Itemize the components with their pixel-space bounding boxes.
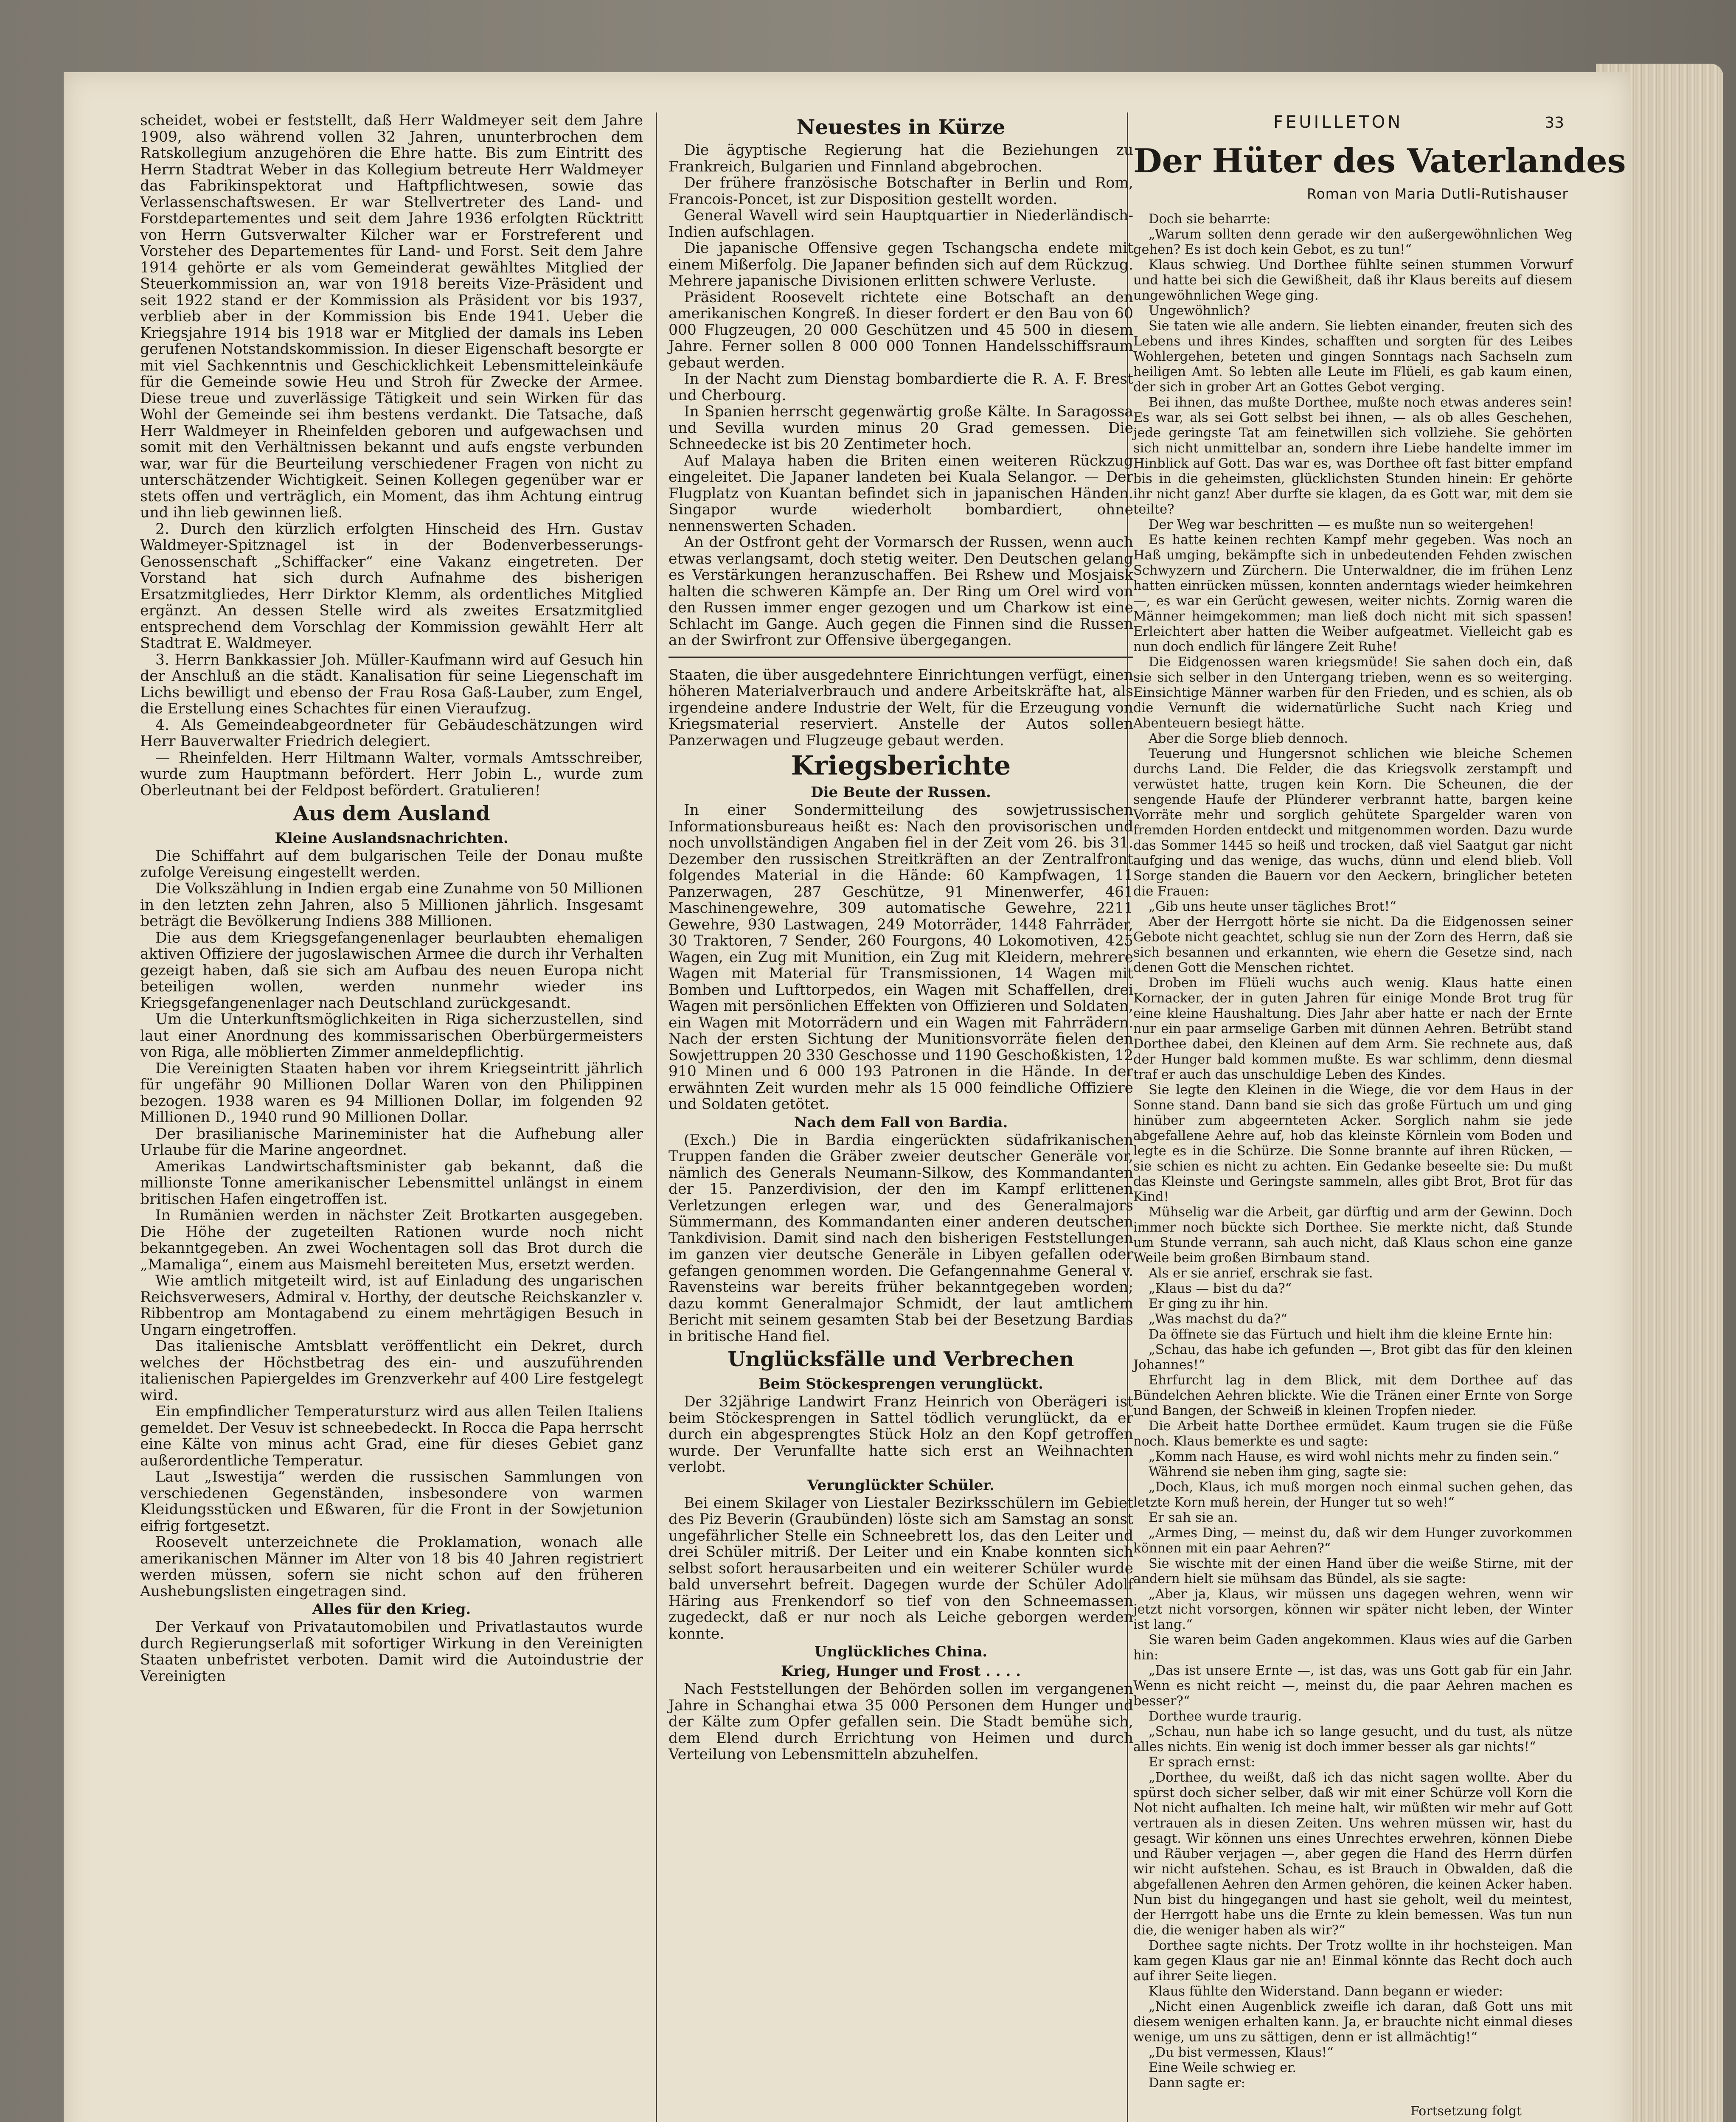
- novel-paragraph: Klaus fühlte den Widerstand. Dann begann er wieder:: [1149, 1984, 1503, 1999]
- novel-paragraph: „Armes Ding, — meinst du, daß wir dem Hunger zuvorkommen können mit ein paar Aehren?“: [1133, 1526, 1573, 1556]
- news-item: Der brasilianische Marineminister hat die Aufhebung aller Urlaube für die Marine angeordnet.: [140, 1125, 643, 1159]
- news-item: Die ägyptische Regierung hat die Beziehungen zu Frankreich, Bulgarien und Finnland abgebrochen.: [669, 142, 1133, 175]
- news-item: General Wavell wird sein Hauptquartier in Niederländisch-Indien aufschlagen.: [669, 207, 1133, 241]
- novel-paragraph: Eine Weile schwieg er.: [1149, 2060, 1297, 2075]
- novel-paragraph: Dorthee sagte nichts. Der Trotz wollte in ihr hochsteigen. Man kam gegen Klaus gar nie an! Einmal könnte das Recht doch auch auf ihrer Seite liegen.: [1133, 1938, 1573, 1984]
- section-subheading: Verunglückter Schüler.: [807, 1476, 994, 1494]
- novel-paragraph: „Du bist vermessen, Klaus!“: [1149, 2045, 1334, 2060]
- novel-paragraph: Klaus schwieg. Und Dorthee fühlte seinen stummen Vorwurf und hatte bei sich die Gewißheit, daß ihr Klaus bereits auf diesem ungewöhnlichen Wege ging.: [1133, 258, 1573, 303]
- novel-paragraph: Da öffnete sie das Fürtuch und hielt ihm die kleine Ernte hin:: [1149, 1327, 1553, 1342]
- novel-paragraph: Die Arbeit hatte Dorthee ermüdet. Kaum trugen sie die Füße noch. Klaus bemerkte es und sagte:: [1133, 1419, 1573, 1449]
- novel-paragraph: Mühselig war die Arbeit, gar dürftig und arm der Gewinn. Doch immer noch bückte sich Dorthee. Sie merkte nicht, daß Stunde um Stunde verrann, sah auch nicht, daß Klaus schon eine ganze Weile beim großen Birnbaum stand.: [1133, 1205, 1573, 1266]
- novel-paragraph: Sie taten wie alle andern. Sie liebten einander, freuten sich des Lebens und ihres Kindes, schafften und sorgten für des Leibes Wohlergehen, beteten und gingen Sonntags nach Sachseln zum heiligen Amt. So lebten alle Leute im Flüeli, es gab kaum einen, der sich in grober Art an Gottes Gebot verging.: [1133, 319, 1573, 395]
- section-heading: Kriegsberichte: [791, 750, 1011, 781]
- article-paragraph: 2. Durch den kürzlich erfolgten Hinscheid des Hrn. Gustav Waldmeyer-Spitznagel ist in der Bodenverbesserungs-Genossenschaft „Schiffacker“ eine Vakanz eingetreten. Der Vorstand hat sich durch Aufnahme des bisherigen Ersatzmitgliedes, Herr Dirktor Klemm, als ordentliches Mitglied ergänzt. An dessen Stelle wird als zweites Ersatzmitglied entsprechend dem Vorschlag der Kommission gewählt Herr alt Stadtrat E. Waldmeyer.: [140, 520, 643, 652]
- page-number: 33: [1545, 114, 1564, 132]
- section-subheading: Kleine Auslandsnachrichten.: [275, 830, 508, 847]
- news-item: Laut „Iswestija“ werden die russischen Sammlungen von verschiedenen Gegenständen, insbesondere von warmen Kleidungsstücken und Eßwaren, für die Front in der Sowjetunion eifrig fortgesetzt.: [140, 1468, 643, 1535]
- section-heading: Neuestes in Kürze: [796, 115, 1006, 139]
- novel-paragraph: Der Weg war beschritten — es mußte nun so weitergehen!: [1149, 517, 1534, 532]
- continued-note: Fortsetzung folgt: [1410, 2104, 1522, 2119]
- news-item: In der Nacht zum Dienstag bombardierte die R. A. F. Brest und Cherbourg.: [669, 371, 1133, 404]
- novel-text: [1133, 212, 1573, 2091]
- article-paragraph: Nach Feststellungen der Behörden sollen im vergangenen Jahre in Schanghai etwa 35 000 Personen dem Hunger und der Kälte zum Opfer gefallen sein. Die Stadt bemühe sich, dem Elend durch Errichtung von Heimen und durch Verteilung von Lebensmitteln abzuhelfen.: [669, 1681, 1133, 1763]
- novel-paragraph: Aber der Herrgott hörte sie nicht. Da die Eidgenossen seiner Gebote nicht geachtet, schlug sie nun der Zorn des Herrn, daß sie sich besannen und erkannten, wie ehern die Gesetze sind, nach denen Gott die Menschen richtet.: [1133, 915, 1573, 975]
- novel-paragraph: Dann sagte er:: [1149, 2076, 1245, 2091]
- novel-paragraph: „Klaus — bist du da?“: [1149, 1281, 1292, 1296]
- novel-paragraph: Sie waren beim Gaden angekommen. Klaus wies auf die Garben hin:: [1133, 1633, 1573, 1663]
- news-item: Um die Unterkunftsmöglichkeiten in Riga sicherzustellen, sind laut einer Anordnung des kommissarischen Oberbürgermeisters von Riga, alle möblierten Zimmer anmeldepflichtig.: [140, 1011, 643, 1061]
- novel-paragraph: Er sprach ernst:: [1149, 1755, 1256, 1770]
- novel-paragraph: „Gib uns heute unser tägliches Brot!“: [1149, 899, 1396, 914]
- article-paragraph: 4. Als Gemeindeabgeordneter für Gebäudeschätzungen wird Herr Bauverwalter Friedrich delegiert.: [140, 716, 643, 750]
- novel-paragraph: Es hatte keinen rechten Kampf mehr gegeben. Was noch an Haß umging, bekämpfte sich in unbedeutenden Fehden zwischen Schwyzern und Zürchern. Die Unterwaldner, die im frühen Lenz hatten einrücken müssen, konnten anderntags wieder heimkehren —, es war ein Gerücht gewesen, weiter nichts. Zornig waren die Männer heimgekommen; man ließ doch nicht mit sich spassen! Erleichtert aber hatten die Weiber aufgeatmet. Vielleicht gab es nun doch endlich für längere Zeit Ruhe!: [1133, 533, 1573, 654]
- news-item: Wie amtlich mitgeteilt wird, ist auf Einladung des ungarischen Reichsverwesers, Admiral v. Horthy, der deutsche Reichskanzler v. Ribbentrop am Montagabend zu einem mehrtägigen Besuch in Ungarn eingetroffen.: [140, 1272, 643, 1339]
- novel-paragraph: Teuerung und Hungersnot schlichen wie bleiche Schemen durchs Land. Die Felder, die das Kriegsvolk zerstampft und verwüstet hatte, trugen kein Korn. Die Scheunen, die der sengende Haufe der Plünderer verbrannt hatte, bargen keine Vorräte mehr und sorglich gehütete Spargelder waren von fremden Horden entdeckt und mitgenommen worden. Dazu wurde das Sommer 1445 so heiß und trocken, daß viel Saatgut gar nicht aufging und das wenige, das wuchs, dünn und elend blieb. Voll Sorge standen die Bauern vor den Aeckern, bringlicher beteten die Frauen:: [1133, 747, 1573, 899]
- novel-paragraph: Doch sie beharrte:: [1149, 212, 1271, 227]
- novel-paragraph: Aber die Sorge blieb dennoch.: [1149, 731, 1348, 746]
- novel-paragraph: „Was machst du da?“: [1149, 1312, 1287, 1327]
- news-item: Die aus dem Kriegsgefangenenlager beurlaubten ehemaligen aktiven Offiziere der jugoslawischen Armee die durch ihr Verhalten gezeigt haben, daß sie sich am Aufbau des neuen Europa nicht beteiligen wollen, werden nunmehr wieder ins Kriegsgefangenenlager nach Deutschland zurückgesandt.: [140, 929, 643, 1012]
- article-paragraph: Der 32jährige Landwirt Franz Heinrich von Oberägeri ist beim Stöckesprengen in Sattel tödlich verunglückt, da er durch ein abgesprengtes Stück Holz an den Kopf getroffen wurde. Der Verunfallte hatte sich erst an Weihnachten verlobt.: [669, 1393, 1133, 1476]
- section-heading: Aus dem Ausland: [293, 802, 490, 825]
- column-feuilleton: [1133, 112, 1626, 2122]
- novel-paragraph: „Schau, nun habe ich so lange gesucht, und du tust, als nütze alles nichts. Ein wenig ist doch immer besser als gar nichts!“: [1133, 1724, 1573, 1754]
- news-item: Das italienische Amtsblatt veröffentlicht ein Dekret, durch welches der Höchstbetrag des ein- und auszuführenden italienischen Papiergeldes im Grenzverkehr auf 400 Lire festgelegt wird.: [140, 1338, 643, 1404]
- column-middle: [669, 112, 1133, 2122]
- news-item: Die Vereinigten Staaten haben vor ihrem Kriegseintritt jährlich für ungefähr 90 Millionen Dollar Waren von den Philippinen bezogen. 1938 waren es 94 Millionen Dollar, im folgenden 92 Millionen D., 1940 rund 90 Millionen Dollar.: [140, 1060, 643, 1126]
- news-item: Präsident Roosevelt richtete eine Botschaft an den amerikanischen Kongreß. In dieser fordert er den Bau von 60 000 Flugzeugen, 20 000 Geschützen und 45 500 in diesem Jahre. Ferner sollen 8 000 000 Tonnen Handelsschiffsraum gebaut werden.: [669, 289, 1133, 371]
- article-paragraph: In einer Sondermitteilung des sowjetrussischen Informationsbureaus heißt es: Nach den provisorischen und noch unvollständigen Angaben fiel in der Zeit vom 26. bis 31. Dezember den russischen Streitkräften an der Zentralfront folgendes Material in die Hände: 60 Kampfwagen, 11 Panzerwagen, 287 Geschütze, 91 Minenwerfer, 461 Maschinengewehre, 309 automatische Gewehre, 2211 Gewehre, 930 Lastwagen, 249 Motorräder, 1448 Fahrräder, 30 Traktoren, 7 Sender, 260 Fourgons, 40 Lokomotiven, 425 Wagen, ein Zug mit Munition, ein Zug mit Kleidern, mehrere Wagen mit Material für Transmissionen, 14 Wagen mit Bomben und Lufttorpedos, ein Wagen mit Schaffellen, drei Wagen mit persönlichen Effekten von Offizieren und Soldaten, ein Wagen mit Motorrädern und ein Wagen mit Fahrrädern. Nach der ersten Sichtung der Munitionsvorräte fielen den Sowjettruppen 20 330 Geschosse und 1190 Geschoßkisten, 12 910 Minen und 6 000 193 Patronen in die Hände. In der erwähnten Zeit wurden mehr als 15 000 feindliche Offiziere und Soldaten getötet.: [669, 802, 1134, 1113]
- novel-paragraph: „Warum sollten denn gerade wir den außergewöhnlichen Weg gehen? Es ist doch kein Gebot, es zu tun!“: [1133, 227, 1573, 257]
- novel-paragraph: „Dorthee, du weißt, daß ich das nicht sagen wollte. Aber du spürst doch sicher selber, daß wir mit einer Schürze voll Korn die Not nicht aufhalten. Ich meine halt, wir müßten wir mehr auf Gott vertrauen als in diesen Zeiten. Uns wehren müssen wir, hast du gesagt. Wir können uns eines Unrechtes erwehren, können Diebe und Räuber verjagen —, aber gegen die Hand des Herrn dürfen wir nicht aufstehen. Schau, es ist Brauch in Obwalden, daß die abgefallenen Aehren den Armen gehören, die keinen Acker haben. Nun bist du hingegangen und hast sie geholt, weil du meintest, der Herrgott habe uns die Ernte zu klein bemessen. Was tun nun die, die weniger haben als wir?“: [1133, 1770, 1573, 1938]
- section-subheading: Alles für den Krieg.: [312, 1601, 471, 1618]
- novel-paragraph: Als er sie anrief, erschrak sie fast.: [1149, 1266, 1373, 1281]
- article-paragraph: (Exch.) Die in Bardia eingerückten südafrikanischen Truppen fanden die Gräber zweier deutscher Generäle vor, nämlich des Generals Neumann-Silkow, des Kommandanten der 15. Panzerdivision, der den im Kampf erlittenen Verletzungen erlegen war, und des Generalmajors Sümmermann, des Kommandanten einer anderen deutschen Tankdivision. Damit sind nach den bisherigen Feststellungen im ganzen vier deutsche Generäle in Libyen gefallen oder gefangen genommen worden. Die Gefangennahme General v. Ravensteins war bereits früher bekanntgegeben worden; dazu kommt Generalmajor Schmidt, der laut amtlichem Bericht mit seinem gesamten Stab bei der Besetzung Bardias in britische Hand fiel.: [669, 1131, 1133, 1345]
- section-divider: [669, 657, 1133, 658]
- novel-paragraph: Sie wischte mit der einen Hand über die weiße Stirne, mit der andern hielt sie mühsam das Bündel, als sie sagte:: [1133, 1556, 1573, 1586]
- news-item: Der Verkauf von Privatautomobilen und Privatlastautos wurde durch Regierungserlaß mit sofortiger Wirkung in den Vereinigten Staaten unbefristet verboten. Damit wird die Autoindustrie der Vereinigten: [140, 1619, 643, 1685]
- news-item: Auf Malaya haben die Briten einen weiteren Rückzug eingeleitet. Die Japaner landeten bei Kuala Selangor. — Der Flugplatz von Kuantan befindet sich in japanischen Händen. Singapor wurde wiederholt bombardiert, ohne nennenswerten Schaden.: [669, 452, 1133, 535]
- section-subheading: Unglückliches China.: [814, 1643, 988, 1660]
- novel-paragraph: Ungewöhnlich?: [1149, 303, 1250, 318]
- article-paragraph: scheidet, wobei er feststellt, daß Herr Waldmeyer seit dem Jahre 1909, also während vollen 32 Jahren, ununterbrochen dem Ratskollegium anzugehören die Ehre hatte. Bis zum Eintritt des Herrn Stadtrat Weber in das Kollegium betreute Herr Waldmeyer das Fabrikinspektorat und Haftpflichtwesen, sowie das Verlassenschaftswesen. Er war Stellvertreter des Land- und Forstdepartementes und seit dem Jahre 1936 erfolgten Rücktritt von Herrn Gutsverwalter Kilcher war er Forstreferent und Vorsteher des Departementes für Land- und Forst. Seit dem Jahre 1914 gehörte er als vom Gemeinderat gewähltes Mitglied der Steuerkommission an, war von 1918 bereits Vize-Präsident und seit 1922 stand er der Kommission als Präsident vor bis 1937, verblieb aber in der Kommission bis Ende 1941. Ueber die Kriegsjahre 1914 bis 1918 war er Mitglied der damals ins Leben gerufenen Notstandskommission. In dieser Eigenschaft besorgte er mit viel Sachkenntnis und Geschicklichkeit Lebensmitteleinkäufe für die Gemeinde sowie Heu und Stroh für Zwecke der Armee. Diese treue und zuverlässige Tätigkeit und sein Wirken für das Wohl der Gemeinde sei ihm bestens verdankt. Die Tatsache, daß Herr Waldmeyer in Rheinfelden geboren und aufgewachsen und somit mit den Verhältnissen bekannt und aufs engste verbunden war, war für die Beurteilung verschiedener Fragen von nicht zu unterschätzender Wichtigkeit. Seinen Kollegen gegenüber war er stets offen und verträglich, ein Moment, das ihm Achtung eintrug und ihn lieb gewinnen ließ.: [140, 112, 643, 521]
- news-item: Roosevelt unterzeichnete die Proklamation, wonach alle amerikanischen Männer im Alter von 18 bis 40 Jahren registriert werden müssen, sofern sie nicht schon auf den früheren Aushebungslisten eingetragen sind.: [140, 1534, 643, 1600]
- news-item: In Spanien herrscht gegenwärtig große Kälte. In Saragossa und Sevilla wurden minus 20 Grad gemessen. Die Schneedecke ist bis 20 Zentimeter hoch.: [669, 403, 1133, 453]
- news-item: Die japanische Offensive gegen Tschangscha endete mit einem Mißerfolg. Die Japaner befinden sich auf dem Rückzug. Mehrere japanische Divisionen erlitten schwere Verluste.: [669, 240, 1133, 289]
- novel-paragraph: Er ging zu ihr hin.: [1149, 1297, 1269, 1311]
- column-rule: [656, 112, 657, 2122]
- novel-author: Roman von Maria Dutli-Rutishauser: [1307, 185, 1568, 202]
- section-subheading: Nach dem Fall von Bardia.: [794, 1114, 1008, 1131]
- novel-paragraph: Während sie neben ihm ging, sagte sie:: [1149, 1465, 1407, 1479]
- novel-paragraph: Dorthee wurde traurig.: [1149, 1709, 1302, 1724]
- news-item: Amerikas Landwirtschaftsminister gab bekannt, daß die millionste Tonne amerikanischer Lebensmittel unlängst in einem britischen Hafen eingetroffen ist.: [140, 1158, 643, 1208]
- section-heading: Unglücksfälle und Verbrechen: [728, 1347, 1074, 1371]
- novel-paragraph: „Aber ja, Klaus, wir müssen uns dagegen wehren, wenn wir jetzt nicht vorsorgen, können wir später nicht leben, der Winter ist lang.“: [1133, 1587, 1573, 1632]
- novel-paragraph: „Doch, Klaus, ich muß morgen noch einmal suchen gehen, das letzte Korn muß herein, der Hunger tut so weh!“: [1133, 1480, 1573, 1510]
- feuilleton-header: [1133, 112, 1573, 138]
- novel-paragraph: Ehrfurcht lag in dem Blick, mit dem Dorthee auf das Bündelchen Aehren blickte. Wie die Tränen einer Ernte von Sorge und Bangen, der Schweiß in kleinen Tropfen nieder.: [1133, 1373, 1573, 1418]
- article-paragraph: 3. Herrn Bankkassier Joh. Müller-Kaufmann wird auf Gesuch hin der Anschluß an die städt. Kanalisation für seine Liegenschaft im Lichs bewilligt und ebenso der Frau Rosa Gaß-Lauber, zum Engel, die Erstellung eines Schachtes für einen Vieraufzug.: [140, 651, 643, 717]
- article-paragraph: Staaten, die über ausgedehntere Einrichtungen verfügt, einen höheren Materialverbrauch und andere Arbeitskräfte hat, als irgendeine andere Industrie der Welt, für die Erzeugung von Kriegsmaterial reserviert. Anstelle der Autos sollen Panzerwagen und Flugzeuge gebaut werden.: [669, 666, 1133, 749]
- novel-title: Der Hüter des Vaterlandes: [1133, 142, 1626, 180]
- news-item: Ein empfindlicher Temperatursturz wird aus allen Teilen Italiens gemeldet. Der Vesuv ist schneebedeckt. In Rocca die Papa herrscht eine Kälte von minus acht Grad, eine für dieses Gebiet ganz außerordentliche Temperatur.: [140, 1403, 643, 1469]
- article-paragraph: Bei einem Skilager von Liestaler Bezirksschülern im Gebiet des Piz Beverin (Graubünden) löste sich am Samstag an sonst ungefährlicher Stelle ein Schneebrett los, das den Leiter und drei Schüler mitriß. Der Leiter und ein Knabe konnten sich selbst sofort herausarbeiten und ein weiterer Schüler wurde bald unversehrt befreit. Dagegen wurde der Schüler Adolf Häring aus Frenkendorf so tief von den Schneemassen zugedeckt, daß er nur noch als Leiche geborgen werden konnte.: [669, 1494, 1133, 1642]
- section-subheading: Beim Stöckesprengen verunglückt.: [758, 1375, 1044, 1392]
- article-paragraph: — Rheinfelden. Herr Hiltmann Walter, vormals Amtsschreiber, wurde zum Hauptmann befördert. Herr Jobin L., wurde zum Oberleutnant bei der Feldpost befördert. Gratulieren!: [140, 749, 643, 799]
- news-item: In Rumänien werden in nächster Zeit Brotkarten ausgegeben. Die Höhe der zugeteilten Rationen wurde noch nicht bekanntgegeben. An zwei Wochentagen soll das Brot durch die „Mamaliga“, einem aus Maismehl bereiteten Mus, ersetzt werden.: [140, 1207, 643, 1273]
- novel-paragraph: Die Eidgenossen waren kriegsmüde! Sie sahen doch ein, daß sie sich selber in den Untergang trieben, wenn es so weiterging. Einsichtige Männer warben für den Frieden, und es schien, als ob die Vernunft die widernatürliche Sucht nach Krieg und Abenteuern besiegt hätte.: [1133, 655, 1573, 731]
- column-left: [140, 112, 643, 2122]
- newspaper-page: [64, 72, 1630, 2122]
- news-item: An der Ostfront geht der Vormarsch der Russen, wenn auch etwas verlangsamt, doch stetig weiter. Den Deutschen gelang es Verstärkungen heranzuschaffen. Bei Rshew und Mosjaisk halten die schweren Kämpfe an. Der Ring um Orel wird von den Russen immer enger gezogen und um Charkow ist eine Schlacht im Gange. Auch gegen die Finnen sind die Russen an der Swirfront zur Offensive übergegangen.: [669, 534, 1133, 649]
- feuilleton-label: FEUILLETON: [1273, 112, 1403, 132]
- novel-paragraph: „Das ist unsere Ernte —, ist das, was uns Gott gab für ein Jahr. Wenn es nicht reicht —, meinst du, die paar Aehren machen es besser?“: [1133, 1663, 1573, 1709]
- novel-paragraph: Bei ihnen, das mußte Dorthee, mußte noch etwas anderes sein! Es war, als sei Gott selbst bei ihnen, — als ob alles Geschehen, jede geringste Tat am feinetwillen sich vollziehe. Sie gehörten sich nicht unmittelbar an, sondern ihre Liebe handelte immer im Hinblick auf Gott. Das war es, was Dorthee oft fast bitter empfand bis in die geheimsten, glücklichsten Stunden hinein: Er gehörte ihr nicht ganz! Aber durfte sie klagen, da es Gott war, mit dem sie teilte?: [1133, 395, 1573, 517]
- novel-paragraph: „Schau, das habe ich gefunden —, Brot gibt das für den kleinen Johannes!“: [1133, 1342, 1573, 1373]
- novel-paragraph: Sie legte den Kleinen in die Wiege, die vor dem Haus in der Sonne stand. Dann band sie sich das große Fürtuch um und ging hinüber zum abgeernteten Acker. Sorglich nahm sie jede abgefallene Aehre auf, hob das kleinste Körnlein vom Boden und legte es in die Schürze. Die Sonne brannte auf ihren Rücken, — sie schien es nicht zu achten. Ein Gedanke beseelte sie: Du mußt das Kleinste und Geringste sammeln, alles gibt Brot, Brot für das Kind!: [1133, 1083, 1573, 1204]
- news-item: Die Volkszählung in Indien ergab eine Zunahme von 50 Millionen in den letzten zehn Jahren, also 5 Millionen jährlich. Insgesamt beträgt die Bevölkerung Indiens 388 Millionen.: [140, 880, 643, 930]
- news-item: Der frühere französische Botschafter in Berlin und Rom, Francois-Poncet, ist zur Disposition gestellt worden.: [669, 174, 1133, 208]
- article-lead: Krieg, Hunger und Frost . . . .: [781, 1663, 1021, 1680]
- novel-paragraph: Er sah sie an.: [1149, 1510, 1238, 1525]
- news-item: Die Schiffahrt auf dem bulgarischen Teile der Donau mußte zufolge Vereisung eingestellt werden.: [140, 848, 643, 881]
- section-subheading: Die Beute der Russen.: [811, 784, 991, 801]
- novel-paragraph: „Komm nach Hause, es wird wohl nichts mehr zu finden sein.“: [1149, 1449, 1559, 1464]
- novel-paragraph: „Nicht einen Augenblick zweifle ich daran, daß Gott uns mit diesem wenigen erhalten kann. Ja, er brauchte nicht einmal dieses wenige, um uns zu sättigen, denn er ist allmächtig!“: [1133, 1999, 1573, 2045]
- novel-paragraph: Droben im Flüeli wuchs auch wenig. Klaus hatte einen Kornacker, der in guten Jahren für einige Monde Brot trug für eine kleine Haushaltung. Dies Jahr aber hatte er nach der Ernte nur ein paar armselige Garben mit dünnen Aehren. Betrübt stand Dorthee dabei, den Kleinen auf dem Arm. Sie rechnete aus, daß der Hunger bald kommen mußte. Es war schlimm, denn diesmal traf er auch das unschuldige Leben des Kindes.: [1133, 976, 1573, 1082]
